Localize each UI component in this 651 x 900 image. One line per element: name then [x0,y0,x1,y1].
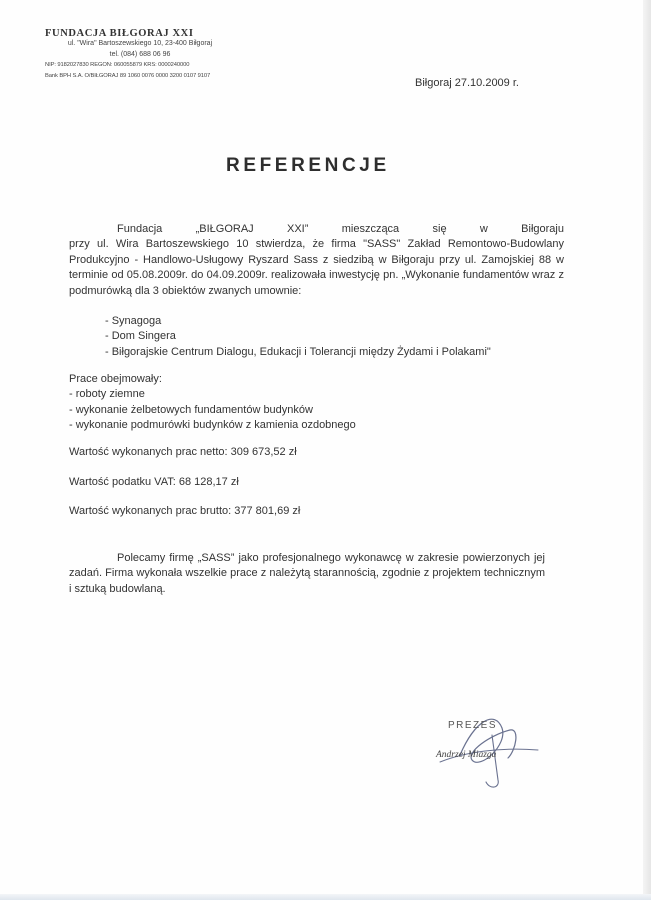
letterhead [45,28,245,81]
list-item: - Dom Singera [105,330,176,343]
value-vat: Wartość podatku VAT: 68 128,17 zł [69,476,239,488]
paragraph-intro-rest: przy ul. Wira Bartoszewskiego 10 stwierdza, że firma "SASS" Zakład Remontowo-Budowlany Produkcyjno - Handlowo-Usługowy Ryszard Sass z siedzibą w Biłgoraju przy ul. Zamojskiej 88 w terminie od 05.08.2009r. do 04.09.2009r. realizowała inwestycję pn. „Wykonanie fundamentów wraz z podmurówką dla 3 obiektów zwanych umownie: [69,238,564,297]
value-gross: Wartość wykonanych prac brutto: 377 801,69 zł [69,505,301,517]
signature-name: Andrzej Miazga [436,750,497,760]
letterhead-address: ul. "Wira" Bartoszewskiego 10, 23-400 Biłgoraj [67,40,213,47]
scan-edge-right [643,0,651,900]
letterhead-bank: Bank BPH S.A. O/BIŁGORAJ 89 1060 0076 0000 3200 0107 9107 [45,72,211,79]
letterhead-ids: NIP: 9182027830 REGON: 060055879 KRS: 0000240000 [45,62,190,68]
list-item: - roboty ziemne [69,388,145,401]
paragraph-intro [69,222,564,299]
work-list [69,372,356,434]
scan-edge-bottom [0,894,651,900]
list-item: - wykonanie żelbetowych fundamentów budynków [69,403,313,416]
letterhead-phone: tel. (084) 688 06 96 [109,50,171,58]
handwritten-signature-icon [420,700,560,795]
letter-date: Biłgoraj 27.10.2009 r. [415,77,519,89]
signature-title: PREZES [448,720,498,731]
paragraph-recommendation [69,551,545,597]
paragraph-recommendation-text: Polecamy firmę „SASS” jako profesjonalnego wykonawcę w zakresie powierzonych jej zadań. Firma wykonała wszelkie prace z należytą starannością, zgodnie z projektem technicznym i sztuką budowlaną. [69,552,545,595]
list-item: - wykonanie podmurówki budynków z kamienia ozdobnego [69,419,356,432]
paragraph-intro-first-line: Fundacja „BIŁGORAJ XXI” mieszcząca się w Biłgoraju [117,223,564,235]
letterhead-name: FUNDACJA BIŁGORAJ XXI [45,28,194,39]
list-item: - Synagoga [105,315,162,327]
objects-list [105,314,491,360]
work-heading: Prace obejmowały: [69,373,162,385]
list-item: - Biłgorajskie Centrum Dialogu, Edukacji i Tolerancji między Żydami i Polakami" [105,345,491,358]
value-net: Wartość wykonanych prac netto: 309 673,52 zł [69,446,297,458]
page-title: REFERENCJE [226,155,390,176]
